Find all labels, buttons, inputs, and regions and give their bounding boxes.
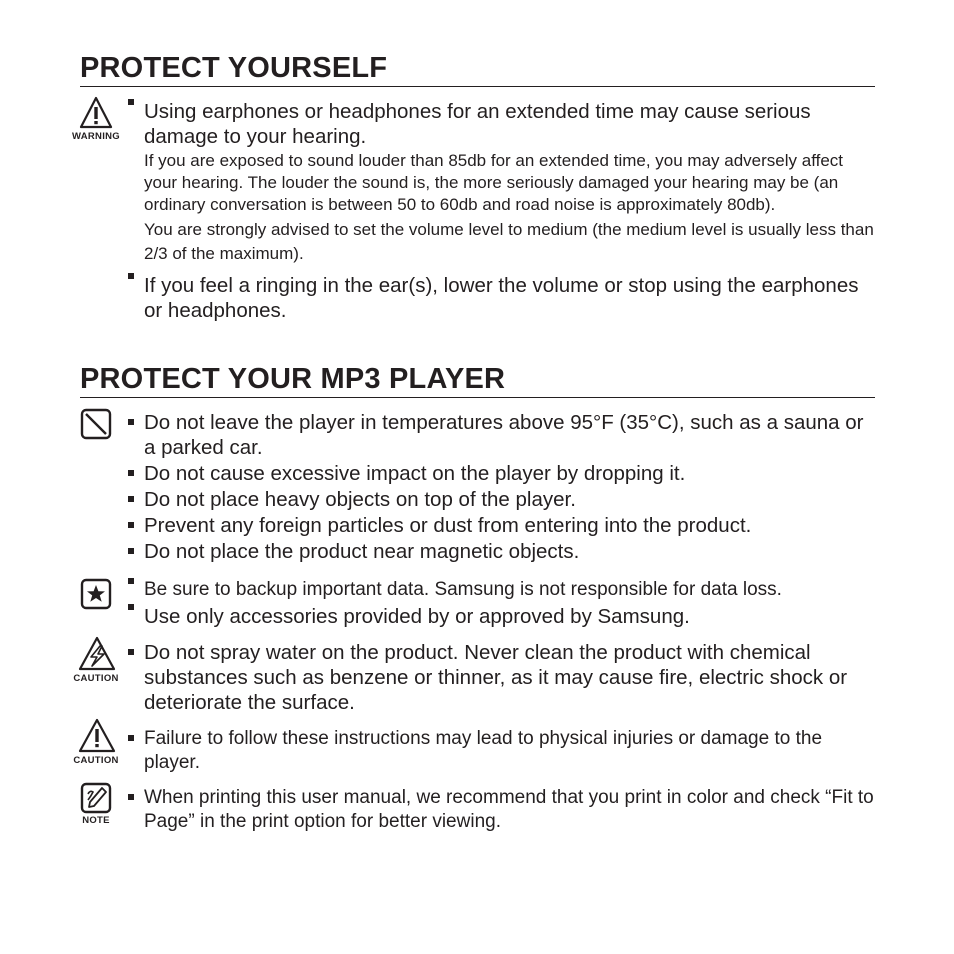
list-item: Prevent any foreign particles or dust from entering into the product. (128, 513, 878, 538)
warning-label: WARNING (71, 131, 120, 142)
list-item: Do not leave the player in temperatures above 95°F (35°C), such as a sauna or a parked car. (128, 410, 878, 460)
list-item: Do not place the product near magnetic objects. (128, 539, 878, 564)
list-item: Do not place heavy objects on top of the player. (128, 487, 878, 512)
section-title-protect-yourself: PROTECT YOURSELF (80, 52, 388, 84)
hearing-warning-list (128, 99, 878, 323)
list-item: When printing this user manual, we recommend that you print in color and check “Fit to Page” in the print option for better viewing. (128, 786, 878, 834)
volume-advice-text: You are strongly advised to set the volume level to medium (the medium level is usually less than 2/3 of the maximum). (144, 220, 874, 263)
list-item (128, 99, 878, 266)
bullet-text: If you feel a ringing in the ear(s), lower the volume or stop using the earphones or headphones. (144, 274, 859, 322)
note-label: NOTE (82, 815, 110, 826)
list-item: Failure to follow these instructions may lead to physical injuries or damage to the player. (128, 727, 878, 775)
list-item: Do not spray water on the product. Never clean the product with chemical substances such as benzene or thinner, as it may cause fire, electric shock or deteriorate the surface. (128, 640, 878, 715)
warning-triangle-icon (79, 96, 113, 130)
note-pencil-icon (80, 782, 112, 814)
caution-triangle-icon (78, 718, 116, 754)
prohibit-list (128, 410, 878, 565)
section-divider (80, 86, 875, 87)
caution-shock-block-icon (73, 636, 119, 684)
note-block-icon (78, 782, 114, 826)
bullet-text: Using earphones or headphones for an extended time may cause serious damage to your hearing. (144, 100, 811, 148)
list-item: Use only accessories provided by or approved by Samsung. (128, 604, 878, 629)
star-icon (80, 578, 112, 610)
list-item (128, 273, 878, 323)
caution-label: CAUTION (73, 673, 119, 684)
important-list (128, 578, 878, 630)
note-list (128, 786, 878, 834)
electric-shock-icon (78, 636, 116, 672)
caution-block-icon (73, 718, 119, 766)
list-item: Be sure to backup important data. Samsung is not responsible for data loss. (128, 578, 878, 602)
prohibit-block-icon (78, 408, 114, 440)
caution-shock-list (128, 640, 878, 715)
warning-block-icon (71, 96, 120, 142)
important-block-icon (78, 578, 114, 610)
section-title-protect-player: PROTECT YOUR MP3 PLAYER (80, 363, 506, 395)
prohibition-icon (80, 408, 112, 440)
list-item: Do not cause excessive impact on the player by dropping it. (128, 461, 878, 486)
caution-label: CAUTION (73, 755, 119, 766)
section-divider (80, 397, 875, 398)
hearing-detail-text: If you are exposed to sound louder than 85db for an extended time, you may adversely affect your hearing. The louder the sound is, the more seriously damaged your hearing may be (an ordinary conversation is between 50 to 60db and road noise is approximately 80db). (144, 151, 844, 214)
caution-list (128, 727, 878, 775)
